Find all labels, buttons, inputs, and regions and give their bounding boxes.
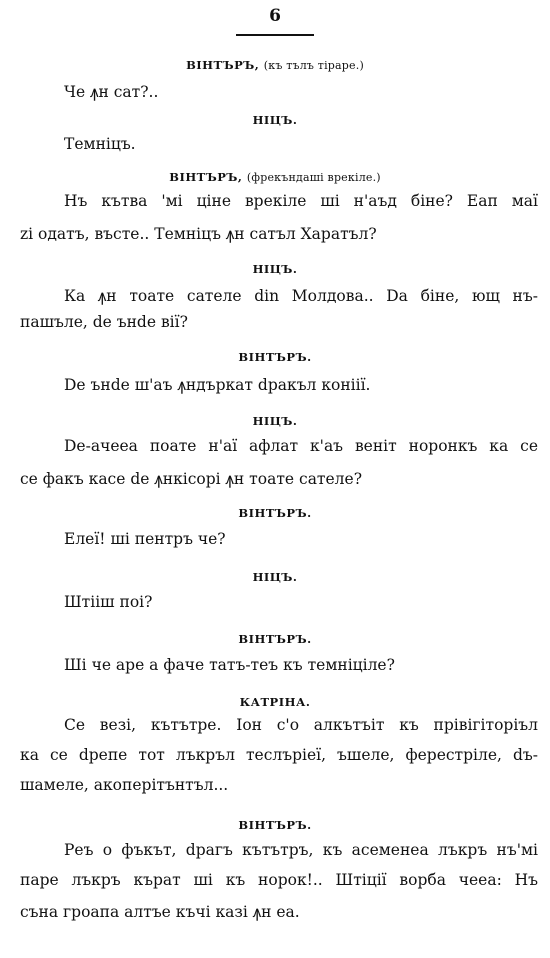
speaker-heading bbox=[0, 818, 550, 832]
speaker-heading bbox=[0, 632, 550, 646]
dialogue-line: Ка ꙟн тоате сателе din Молдова.. Da біне, ющ нъ- bbox=[64, 287, 538, 305]
speaker-heading bbox=[0, 262, 550, 276]
speaker-name: НІЦЪ. bbox=[252, 570, 298, 584]
speaker-name: КАТРІНА. bbox=[239, 695, 311, 709]
speaker-name: ВІНТЪРЪ. bbox=[238, 632, 312, 646]
speaker-name: ВІНТЪРЪ, bbox=[169, 170, 243, 184]
page-number: 6 bbox=[269, 6, 281, 26]
dialogue-line: Реъ о фъкът, dрагъ кътътръ, къ асеменеа лъкръ нъ'мі bbox=[64, 841, 538, 859]
dialogue-line: Нъ кътва 'мі ціне врекіле ші н'аъд біне? Еап маї bbox=[64, 192, 538, 210]
speaker-heading bbox=[0, 506, 550, 520]
speaker-heading bbox=[0, 350, 550, 364]
speaker-heading bbox=[0, 414, 550, 428]
dialogue-line: съна гроапа алтъе къчі казі ꙟн еа. bbox=[20, 903, 300, 921]
speaker-heading bbox=[0, 570, 550, 584]
dialogue-line: шамеле, акоперітънтъл... bbox=[20, 776, 229, 794]
dialogue-line: Елеї! ші пентръ че? bbox=[64, 530, 226, 548]
dialogue-line: De ънde ш'аъ ꙟндъркат dракъл коніії. bbox=[64, 376, 371, 394]
stage-direction: (фрекъндаші врекіле.) bbox=[246, 171, 381, 184]
speaker-name: НІЦЪ. bbox=[252, 262, 298, 276]
speaker-name: ВІНТЪРЪ. bbox=[238, 818, 312, 832]
speaker-heading bbox=[0, 58, 550, 72]
speaker-name: ВІНТЪРЪ, bbox=[186, 58, 260, 72]
dialogue-line: пашъле, de ънde вії? bbox=[20, 313, 188, 331]
dialogue-line: Че ꙟн сат?.. bbox=[64, 83, 159, 101]
speaker-heading bbox=[0, 170, 550, 184]
dialogue-line: zi одатъ, въсте.. Темніцъ ꙟн сатъл Харатъл? bbox=[20, 225, 377, 243]
dialogue-line: Темніцъ. bbox=[64, 135, 136, 153]
dialogue-line: Штііш поі? bbox=[64, 593, 153, 611]
dialogue-line: паре лъкръ кърат ші къ норок!.. Штіції ворба чееа: Нъ bbox=[20, 871, 538, 889]
dialogue-line: ка се dрепе тот лъкръл теслъріеї, ъшеле, ферестріле, dъ- bbox=[20, 746, 538, 764]
speaker-heading bbox=[0, 695, 550, 709]
header-rule bbox=[236, 34, 314, 36]
dialogue-line: Ші че аре а фаче татъ-теъ къ темніціле? bbox=[64, 656, 395, 674]
dialogue-line: De-ачееа поате н'аї афлат к'аъ веніт норонкъ ка се bbox=[64, 437, 538, 455]
speaker-name: ВІНТЪРЪ. bbox=[238, 506, 312, 520]
speaker-name: НІЦЪ. bbox=[252, 414, 298, 428]
speaker-name: ВІНТЪРЪ. bbox=[238, 350, 312, 364]
stage-direction: (къ тълъ тірарe.) bbox=[263, 59, 364, 72]
dialogue-line: се факъ касе de ꙟнкісорі ꙟн тоате сателе? bbox=[20, 470, 363, 488]
speaker-name: НІЦЪ. bbox=[252, 113, 298, 127]
speaker-heading bbox=[0, 113, 550, 127]
dialogue-line: Се везі, кътътре. Іон с'о алкътъіт къ прівігіторіъл bbox=[64, 716, 538, 734]
